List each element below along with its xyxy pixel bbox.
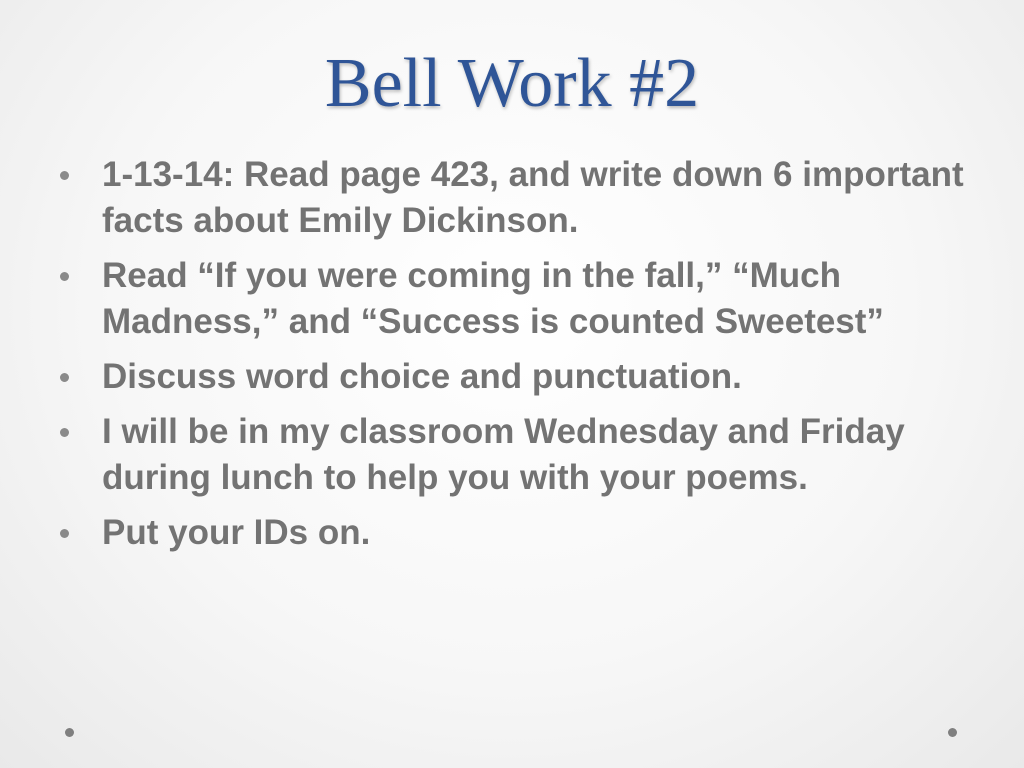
bullet-text: Put your IDs on.	[102, 513, 371, 552]
bullet-item	[56, 510, 976, 556]
bullet-dot-icon	[60, 272, 69, 281]
bullet-text: I will be in my classroom Wednesday and Friday during lunch to help you with your poems.	[102, 412, 905, 497]
bullet-item	[56, 253, 976, 345]
bullet-item	[56, 152, 976, 244]
bullet-dot-icon	[60, 428, 69, 437]
bullet-dot-icon	[60, 529, 69, 538]
bullet-dot-icon	[60, 373, 69, 382]
decorative-dot-icon	[948, 728, 957, 737]
bullet-item	[56, 354, 976, 400]
slide-title: Bell Work #2	[324, 45, 700, 122]
decorative-dot-icon	[65, 728, 74, 737]
bullet-item	[56, 409, 976, 501]
bullet-list	[56, 152, 976, 565]
bullet-text: Read “If you were coming in the fall,” “Much Madness,” and “Success is counted Sweetest”	[102, 256, 884, 341]
bullet-dot-icon	[60, 171, 69, 180]
bullet-text: Discuss word choice and punctuation.	[102, 357, 742, 396]
bullet-text: 1-13-14: Read page 423, and write down 6 important facts about Emily Dickinson.	[102, 155, 964, 240]
